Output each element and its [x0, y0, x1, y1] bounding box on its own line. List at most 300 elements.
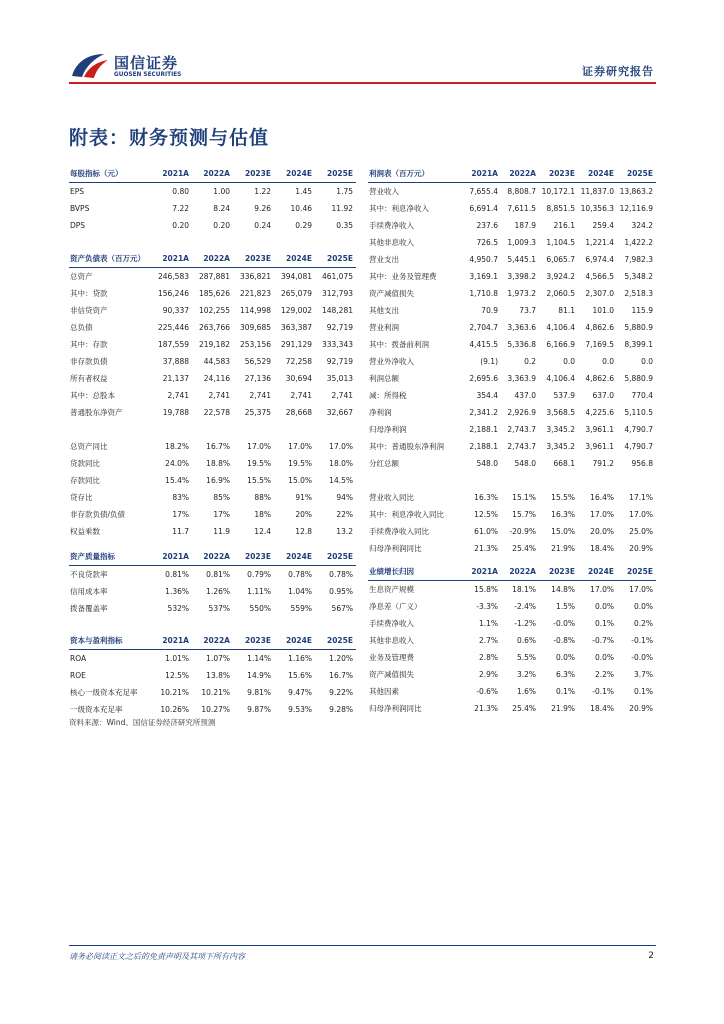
- value-cell: 0.95%: [329, 587, 353, 596]
- value-cell: 461,075: [321, 272, 353, 281]
- value-cell: 253,156: [239, 340, 271, 349]
- value-cell: 1.26%: [206, 587, 230, 596]
- value-cell: 2,188.1: [469, 425, 498, 434]
- row-label: 存款同比: [70, 476, 100, 485]
- row-label: 非存款负债/负债: [70, 510, 126, 519]
- row-label: DPS: [70, 221, 86, 230]
- row-label: 归母净利润同比: [369, 704, 422, 713]
- value-cell: 10.46: [290, 204, 312, 213]
- value-cell: 1,710.8: [469, 289, 498, 298]
- value-cell: 4,790.7: [624, 442, 653, 451]
- value-cell: 187.9: [514, 221, 536, 230]
- row-label: 净利润: [369, 408, 392, 417]
- value-cell: 18.4%: [590, 544, 614, 553]
- year-header-cell: 2024E: [274, 250, 315, 268]
- value-cell: 17.0%: [247, 442, 271, 451]
- table-row: [368, 472, 656, 489]
- table-row: [69, 353, 356, 370]
- table-row: [69, 455, 356, 472]
- year-header-cell: 2022A: [501, 165, 539, 183]
- table-row: [69, 472, 356, 489]
- table-row: [69, 506, 356, 523]
- value-cell: 21,137: [162, 374, 189, 383]
- value-cell: 2,741: [208, 391, 230, 400]
- value-cell: 10.26%: [160, 705, 189, 714]
- value-cell: 3,169.1: [469, 272, 498, 281]
- table-title-cell: 业绩增长归因: [368, 563, 463, 581]
- value-cell: -0.0%: [553, 619, 575, 628]
- value-cell: 17%: [172, 510, 189, 519]
- value-cell: 16.3%: [474, 493, 498, 502]
- row-label: 总负债: [70, 323, 93, 332]
- value-cell: [233, 421, 274, 438]
- table-row: [69, 650, 356, 668]
- value-cell: 83%: [172, 493, 189, 502]
- table-title-cell: 资产质量指标: [69, 548, 151, 566]
- row-label: [368, 472, 463, 489]
- row-label: 手续费净收入: [369, 619, 414, 628]
- row-label: 营业支出: [369, 255, 399, 264]
- table-row: [368, 438, 656, 455]
- row-label: 总资产同比: [70, 442, 108, 451]
- value-cell: 12.4: [254, 527, 271, 536]
- value-cell: 0.80: [172, 187, 189, 196]
- value-cell: 4,790.7: [624, 425, 653, 434]
- value-cell: 9.47%: [288, 688, 312, 697]
- value-cell: 219,182: [198, 340, 230, 349]
- value-cell: 129,002: [280, 306, 312, 315]
- value-cell: 0.1%: [555, 687, 575, 696]
- value-cell: 37,888: [162, 357, 189, 366]
- table-row: [368, 200, 656, 217]
- value-cell: 10.21%: [201, 688, 230, 697]
- year-header-cell: 2023E: [233, 632, 274, 650]
- year-header-cell: 2024E: [578, 563, 617, 581]
- value-cell: 15.0%: [288, 476, 312, 485]
- row-label: 其他非息收入: [369, 238, 414, 247]
- value-cell: 550%: [249, 604, 271, 613]
- logo-name-cn: 国信证券: [114, 54, 179, 72]
- value-cell: 187,559: [157, 340, 189, 349]
- table-row: [69, 302, 356, 319]
- row-label: 归母净利润: [369, 425, 407, 434]
- value-cell: 4,950.7: [469, 255, 498, 264]
- table-row: [69, 285, 356, 302]
- value-cell: 0.1%: [633, 687, 653, 696]
- table-row: [368, 581, 656, 599]
- row-label: 营业收入同比: [369, 493, 414, 502]
- table-title-cell: 资产负债表（百万元）: [69, 250, 151, 268]
- capital-profit-table: [69, 632, 356, 718]
- value-cell: 363,387: [280, 323, 312, 332]
- row-label: 所有者权益: [70, 374, 108, 383]
- row-label: BVPS: [70, 204, 90, 213]
- value-cell: 17.0%: [288, 442, 312, 451]
- value-cell: 1,973.2: [507, 289, 536, 298]
- value-cell: 35,013: [326, 374, 353, 383]
- value-cell: 5,880.9: [624, 323, 653, 332]
- year-header-cell: 2024E: [274, 548, 315, 566]
- year-header-cell: 2023E: [233, 250, 274, 268]
- value-cell: 0.78%: [329, 570, 353, 579]
- year-header-cell: 2024E: [274, 632, 315, 650]
- row-label: 营业利润: [369, 323, 399, 332]
- value-cell: 1.16%: [288, 654, 312, 663]
- value-cell: 81.1: [558, 306, 575, 315]
- value-cell: 13,863.2: [619, 187, 653, 196]
- table-row: [368, 353, 656, 370]
- value-cell: 22,578: [203, 408, 230, 417]
- value-cell: 0.0%: [633, 602, 653, 611]
- row-label: 其中：拨备前利润: [369, 340, 429, 349]
- value-cell: 88%: [254, 493, 271, 502]
- value-cell: 265,079: [280, 289, 312, 298]
- row-label: 其中：总股本: [70, 391, 115, 400]
- value-cell: 259.4: [592, 221, 614, 230]
- row-label: 贷款同比: [70, 459, 100, 468]
- value-cell: -0.8%: [553, 636, 575, 645]
- value-cell: 17%: [213, 510, 230, 519]
- value-cell: 13.8%: [206, 671, 230, 680]
- value-cell: 2,060.5: [546, 289, 575, 298]
- value-cell: 0.2: [524, 357, 536, 366]
- value-cell: 0.0%: [594, 602, 614, 611]
- table-row: [368, 217, 656, 234]
- value-cell: [501, 472, 539, 489]
- row-label: 营业收入: [369, 187, 399, 196]
- value-cell: 5,445.1: [507, 255, 536, 264]
- value-cell: 18.1%: [512, 585, 536, 594]
- page-number: 2: [648, 951, 654, 961]
- value-cell: 1,104.5: [546, 238, 575, 247]
- footer-divider: [69, 945, 656, 946]
- table-row: [69, 268, 356, 286]
- table-row: [368, 404, 656, 421]
- value-cell: 7,169.5: [585, 340, 614, 349]
- value-cell: 1.5%: [555, 602, 575, 611]
- year-header-cell: 2021A: [151, 548, 192, 566]
- year-header-cell: 2021A: [463, 563, 501, 581]
- value-cell: 2,307.0: [585, 289, 614, 298]
- year-header-cell: 2025E: [617, 563, 656, 581]
- table-row: [368, 387, 656, 404]
- value-cell: 20.9%: [629, 544, 653, 553]
- value-cell: 2,341.2: [469, 408, 498, 417]
- row-label: 贷存比: [70, 493, 93, 502]
- table-row: [69, 489, 356, 506]
- table-row: [69, 387, 356, 404]
- value-cell: 16.4%: [590, 493, 614, 502]
- table-row: [368, 455, 656, 472]
- value-cell: 9.53%: [288, 705, 312, 714]
- year-header-cell: 2021A: [151, 165, 192, 183]
- row-label: 其中：利息净收入同比: [369, 510, 444, 519]
- table-row: [69, 421, 356, 438]
- value-cell: 28,668: [285, 408, 312, 417]
- value-cell: 25.4%: [512, 544, 536, 553]
- value-cell: 354.4: [476, 391, 498, 400]
- row-label: 不良贷款率: [70, 570, 108, 579]
- value-cell: 11.92: [331, 204, 353, 213]
- value-cell: 4,862.6: [585, 323, 614, 332]
- value-cell: 11.7: [172, 527, 189, 536]
- value-cell: 24.0%: [165, 459, 189, 468]
- value-cell: 2.2%: [594, 670, 614, 679]
- value-cell: 3,345.2: [546, 442, 575, 451]
- value-cell: 15.0%: [551, 527, 575, 536]
- year-header-cell: 2022A: [192, 250, 233, 268]
- value-cell: 12.8: [295, 527, 312, 536]
- company-logo: [70, 48, 195, 84]
- page-title: 附表：财务预测与估值: [69, 127, 270, 149]
- value-cell: 25.4%: [512, 704, 536, 713]
- table-row: [368, 251, 656, 268]
- value-cell: 7,611.5: [507, 204, 536, 213]
- row-label: 其中：贷款: [70, 289, 108, 298]
- table-header-row: [69, 250, 356, 268]
- value-cell: 2,743.7: [507, 425, 536, 434]
- row-label: ROA: [70, 654, 87, 663]
- value-cell: 1.20%: [329, 654, 353, 663]
- table-row: [368, 540, 656, 557]
- value-cell: 20.0%: [590, 527, 614, 536]
- year-header-cell: 2025E: [315, 632, 356, 650]
- value-cell: 10.27%: [201, 705, 230, 714]
- table-header-row: [69, 165, 356, 183]
- table-title-cell: 利润表（百万元）: [368, 165, 463, 183]
- value-cell: 0.20: [213, 221, 230, 230]
- value-cell: [617, 472, 656, 489]
- value-cell: 15.6%: [288, 671, 312, 680]
- year-header-cell: 2021A: [151, 250, 192, 268]
- value-cell: [578, 472, 617, 489]
- year-header-cell: 2025E: [315, 548, 356, 566]
- value-cell: 3,568.5: [546, 408, 575, 417]
- value-cell: 22%: [336, 510, 353, 519]
- value-cell: 4,415.5: [469, 340, 498, 349]
- value-cell: 263,766: [198, 323, 230, 332]
- value-cell: 0.35: [336, 221, 353, 230]
- report-type: 证券研究报告: [582, 65, 654, 78]
- row-label: 信用成本率: [70, 587, 108, 596]
- value-cell: 4,106.4: [546, 323, 575, 332]
- value-cell: 4,106.4: [546, 374, 575, 383]
- value-cell: 5.5%: [516, 653, 536, 662]
- value-cell: 2,741: [331, 391, 353, 400]
- value-cell: [274, 421, 315, 438]
- source-note: 资料来源：Wind、国信证券经济研究所预测: [69, 718, 216, 727]
- year-header-cell: 2023E: [539, 563, 578, 581]
- value-cell: 0.78%: [288, 570, 312, 579]
- value-cell: 9.22%: [329, 688, 353, 697]
- value-cell: 548.0: [476, 459, 498, 468]
- income-statement-table: [368, 165, 656, 557]
- value-cell: 19.5%: [288, 459, 312, 468]
- value-cell: 0.24: [254, 221, 271, 230]
- table-row: [69, 667, 356, 684]
- value-cell: 1,009.3: [507, 238, 536, 247]
- value-cell: 18.4%: [590, 704, 614, 713]
- row-label: 其中：存款: [70, 340, 108, 349]
- table-row: [69, 583, 356, 600]
- year-header-cell: 2023E: [233, 165, 274, 183]
- value-cell: 3,345.2: [546, 425, 575, 434]
- value-cell: 21.3%: [474, 704, 498, 713]
- value-cell: 559%: [290, 604, 312, 613]
- row-label: 其中：普通股东净利润: [369, 442, 444, 451]
- row-label: 生息资产规模: [369, 585, 414, 594]
- value-cell: [539, 472, 578, 489]
- value-cell: 5,110.5: [624, 408, 653, 417]
- value-cell: 12,116.9: [619, 204, 653, 213]
- table-row: [368, 302, 656, 319]
- value-cell: 668.1: [553, 459, 575, 468]
- value-cell: 0.0%: [594, 653, 614, 662]
- row-label: 归母净利润同比: [369, 544, 422, 553]
- row-label: 总资产: [70, 272, 93, 281]
- row-label: 业务及管理费: [369, 653, 414, 662]
- value-cell: 2,695.6: [469, 374, 498, 383]
- value-cell: 92,719: [326, 323, 353, 332]
- row-label: 其中：利息净收入: [369, 204, 429, 213]
- value-cell: 3.7%: [633, 670, 653, 679]
- value-cell: 17.0%: [629, 510, 653, 519]
- value-cell: 14.9%: [247, 671, 271, 680]
- value-cell: 1.1%: [478, 619, 498, 628]
- value-cell: 18.0%: [329, 459, 353, 468]
- value-cell: 16.9%: [206, 476, 230, 485]
- table-row: [368, 336, 656, 353]
- value-cell: 2,741: [290, 391, 312, 400]
- value-cell: 73.7: [519, 306, 536, 315]
- value-cell: 221,823: [239, 289, 271, 298]
- value-cell: 0.79%: [247, 570, 271, 579]
- year-header-cell: 2022A: [192, 548, 233, 566]
- value-cell: 0.0: [641, 357, 653, 366]
- table-row: [69, 404, 356, 421]
- value-cell: [192, 421, 233, 438]
- table-row: [69, 600, 356, 617]
- row-label: 资产减值损失: [369, 289, 414, 298]
- value-cell: 4,225.6: [585, 408, 614, 417]
- table-row: [368, 489, 656, 506]
- value-cell: 537%: [208, 604, 230, 613]
- table-row: [69, 370, 356, 387]
- value-cell: -0.1%: [592, 687, 614, 696]
- value-cell: 21.3%: [474, 544, 498, 553]
- row-label: 非信贷资产: [70, 306, 108, 315]
- table-row: [69, 319, 356, 336]
- value-cell: 61.0%: [474, 527, 498, 536]
- value-cell: 4,566.5: [585, 272, 614, 281]
- value-cell: 6,691.4: [469, 204, 498, 213]
- value-cell: 1.00: [213, 187, 230, 196]
- value-cell: 18.8%: [206, 459, 230, 468]
- value-cell: 770.4: [631, 391, 653, 400]
- value-cell: 18.2%: [165, 442, 189, 451]
- value-cell: 3,363.6: [507, 323, 536, 332]
- value-cell: 24,116: [203, 374, 230, 383]
- value-cell: -0.1%: [631, 636, 653, 645]
- value-cell: 3,398.2: [507, 272, 536, 281]
- value-cell: 18%: [254, 510, 271, 519]
- value-cell: 333,343: [321, 340, 353, 349]
- value-cell: 8.24: [213, 204, 230, 213]
- table-row: [69, 200, 356, 217]
- value-cell: 15.7%: [512, 510, 536, 519]
- value-cell: 791.2: [592, 459, 614, 468]
- value-cell: 3,961.1: [585, 442, 614, 451]
- row-label: ROE: [70, 671, 86, 680]
- logo-mark-icon: [70, 50, 110, 80]
- value-cell: 16.7%: [206, 442, 230, 451]
- row-label: 净息差（广义）: [369, 602, 422, 611]
- value-cell: 17.0%: [329, 442, 353, 451]
- value-cell: 1.04%: [288, 587, 312, 596]
- row-label: 非存款负债: [70, 357, 108, 366]
- value-cell: 2.8%: [478, 653, 498, 662]
- table-row: [69, 183, 356, 201]
- value-cell: 2.7%: [478, 636, 498, 645]
- value-cell: -2.4%: [514, 602, 536, 611]
- row-label: 资产减值损失: [369, 670, 414, 679]
- table-row: [368, 268, 656, 285]
- year-header-cell: 2025E: [315, 165, 356, 183]
- row-label: 其他因素: [369, 687, 399, 696]
- value-cell: 0.0%: [555, 653, 575, 662]
- row-label: 分红总额: [369, 459, 399, 468]
- value-cell: 3.2%: [516, 670, 536, 679]
- value-cell: -1.2%: [514, 619, 536, 628]
- table-row: [368, 523, 656, 540]
- value-cell: 10,356.3: [580, 204, 614, 213]
- table-row: [69, 523, 356, 540]
- value-cell: 7,982.3: [624, 255, 653, 264]
- value-cell: 394,081: [280, 272, 312, 281]
- value-cell: 148,281: [321, 306, 353, 315]
- value-cell: 17.1%: [629, 493, 653, 502]
- row-label: [69, 421, 151, 438]
- value-cell: 9.81%: [247, 688, 271, 697]
- value-cell: 101.0: [592, 306, 614, 315]
- value-cell: 2,741: [167, 391, 189, 400]
- value-cell: 1.14%: [247, 654, 271, 663]
- value-cell: 225,446: [157, 323, 189, 332]
- table-row: [368, 598, 656, 615]
- value-cell: 6,974.4: [585, 255, 614, 264]
- row-label: 权益乘数: [70, 527, 100, 536]
- value-cell: 0.81%: [206, 570, 230, 579]
- value-cell: 11.9: [213, 527, 230, 536]
- value-cell: 85%: [213, 493, 230, 502]
- row-label: 减：所得税: [369, 391, 407, 400]
- value-cell: 30,694: [285, 374, 312, 383]
- value-cell: 7.22: [172, 204, 189, 213]
- table-header-row: [368, 165, 656, 183]
- value-cell: 309,685: [239, 323, 271, 332]
- value-cell: 287,881: [198, 272, 230, 281]
- value-cell: 7,655.4: [469, 187, 498, 196]
- value-cell: -0.6%: [476, 687, 498, 696]
- value-cell: 6,166.9: [546, 340, 575, 349]
- table-row: [368, 683, 656, 700]
- value-cell: 216.1: [553, 221, 575, 230]
- value-cell: 2.9%: [478, 670, 498, 679]
- row-label: 普通股东净资产: [70, 408, 123, 417]
- table-row: [69, 701, 356, 718]
- value-cell: 72,258: [285, 357, 312, 366]
- value-cell: 56,529: [244, 357, 271, 366]
